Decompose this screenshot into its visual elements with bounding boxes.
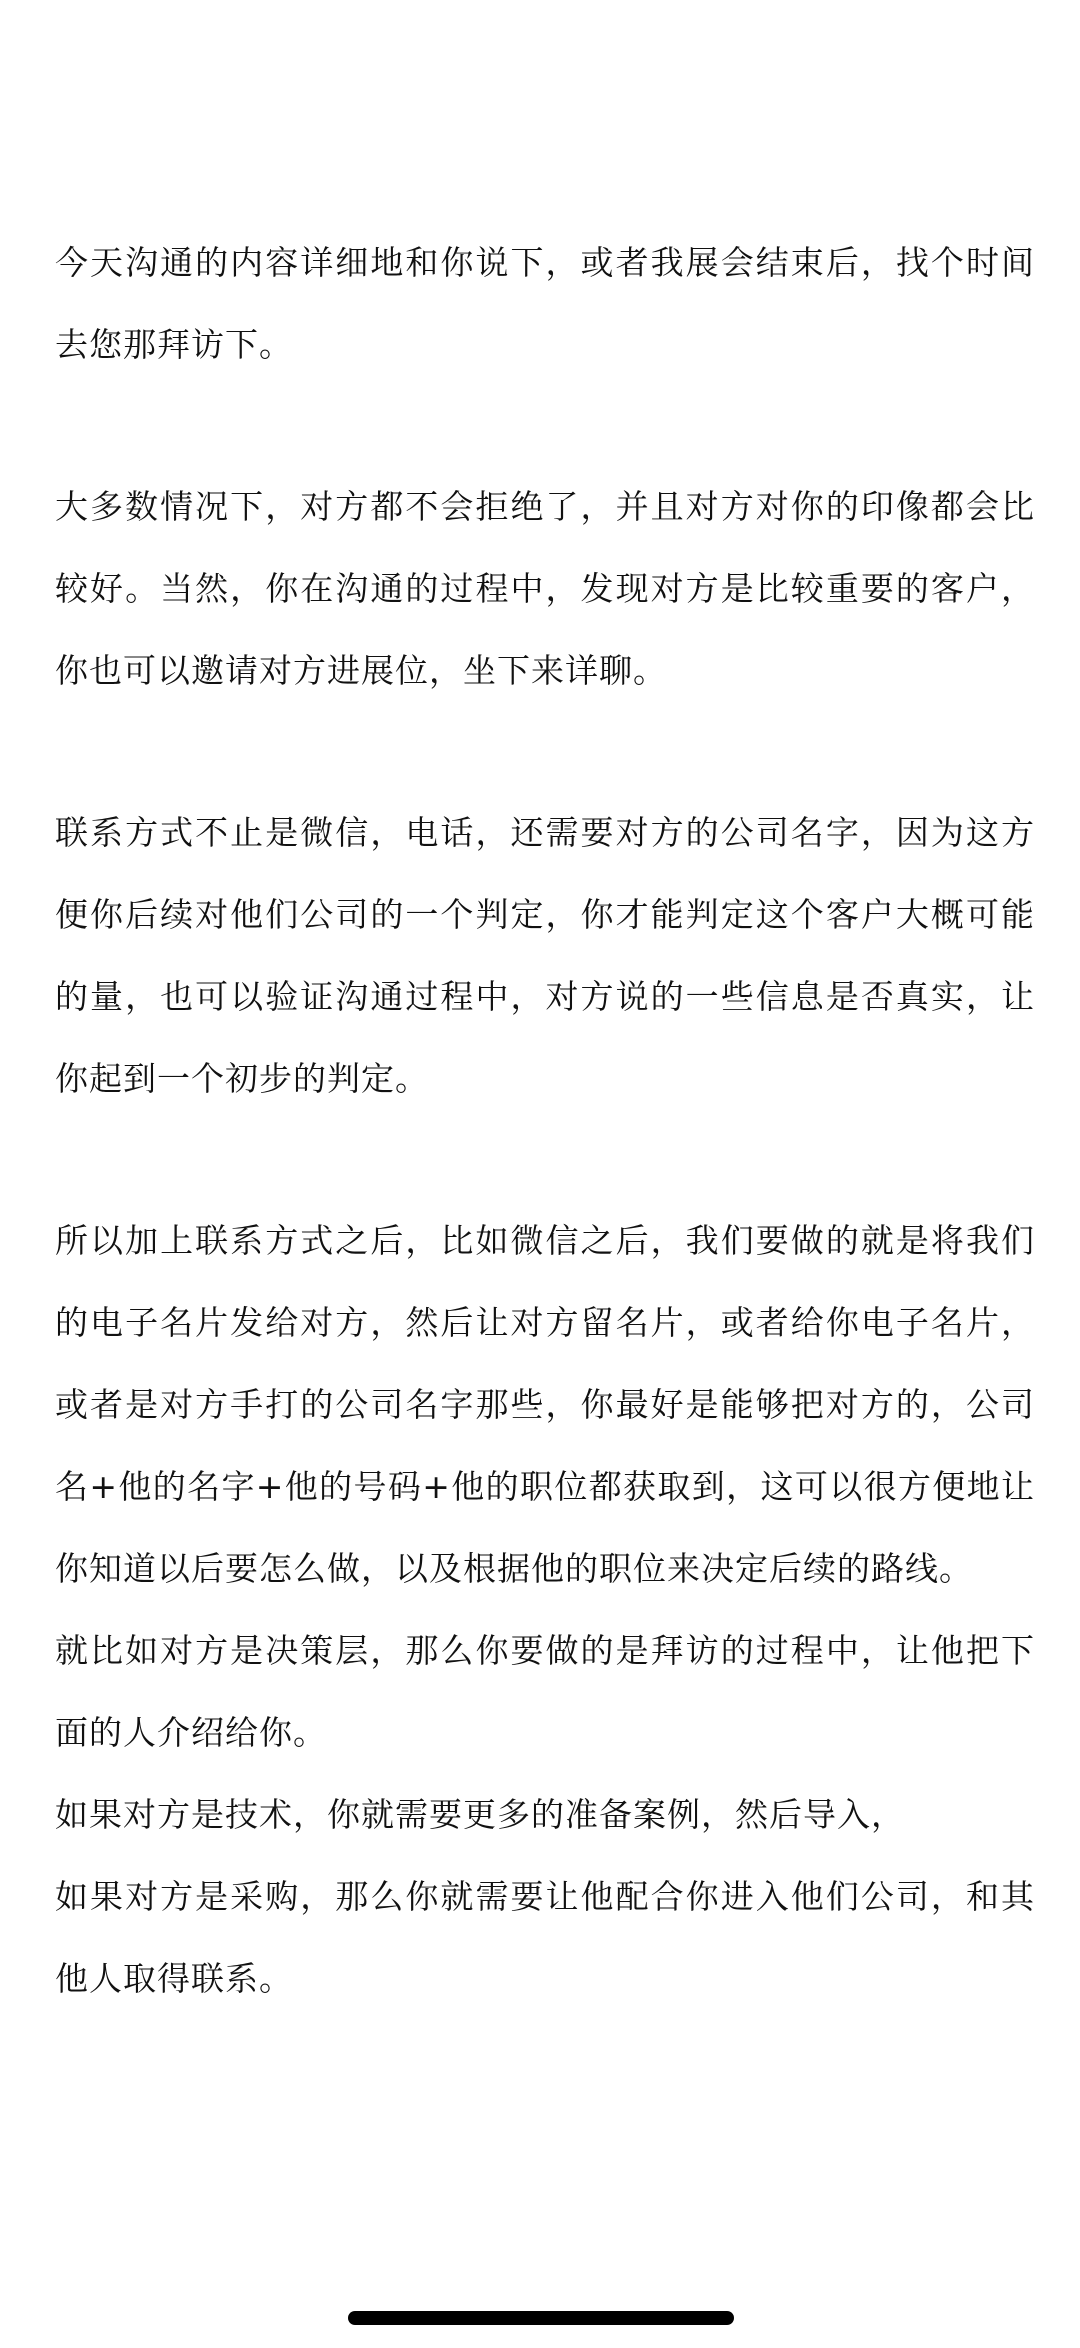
paragraph-2: 大多数情况下，对方都不会拒绝了，并且对方对你的印像都会比较好。当然，你在沟通的过程中，发现对方是比较重要的客户，你也可以邀请对方进展位，坐下来详聊。 <box>55 487 1035 690</box>
paragraph-7: 如果对方是采购，那么你就需要让他配合你进入他们公司，和其他人取得联系。 <box>55 1877 1035 1998</box>
paragraph-4: 所以加上联系方式之后，比如微信之后，我们要做的就是将我们的电子名片发给对方，然后让对方留名片，或者给你电子名片，或者是对方手打的公司名字那些，你最好是能够把对方的，公司名+他的名字+他的号码+他的职位都获取到，这可以很方便地让你知道以后要怎么做，以及根据他的职位来决定后续的路线。 <box>55 1221 1035 1588</box>
paragraph-1: 今天沟通的内容详细地和你说下，或者我展会结束后，找个时间去您那拜访下。 <box>55 243 1035 364</box>
paragraph-6: 如果对方是技术，你就需要更多的准备案例，然后导入， <box>55 1795 905 1834</box>
article-body <box>55 222 1035 2020</box>
home-indicator[interactable] <box>348 2311 734 2325</box>
paragraph-5: 就比如对方是决策层，那么你要做的是拜访的过程中，让他把下面的人介绍给你。 <box>55 1631 1035 1752</box>
paragraph-3: 联系方式不止是微信，电话，还需要对方的公司名字，因为这方便你后续对他们公司的一个判定，你才能判定这个客户大概可能的量，也可以验证沟通过程中，对方说的一些信息是否真实，让你起到一个初步的判定。 <box>55 813 1035 1098</box>
